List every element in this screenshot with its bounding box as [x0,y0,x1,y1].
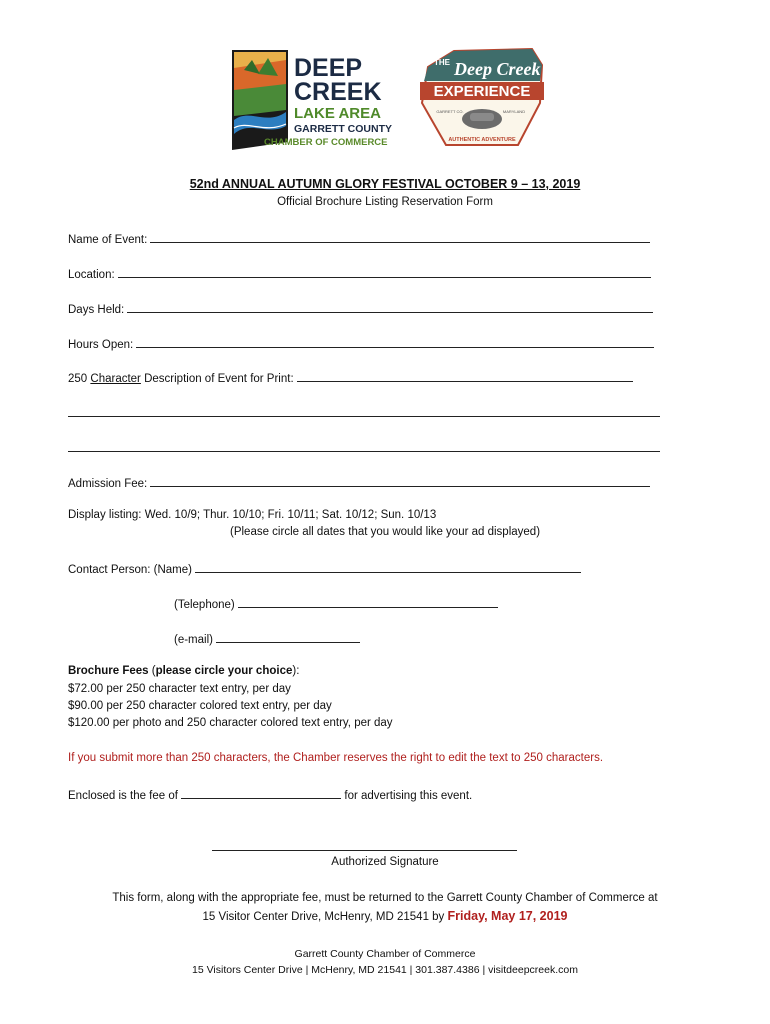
name-of-event-row [68,231,650,246]
admission-fee-row [68,475,650,490]
footer-org: Garrett County Chamber of Commerce [294,948,476,960]
return-address: 15 Visitor Center Drive, McHenry, MD 21541 by [202,911,445,923]
location-row [68,266,651,281]
contact-name-field[interactable] [195,561,581,573]
fee-option-3[interactable]: $120.00 per photo and 250 character colored text entry, per day [68,717,393,729]
form-title: 52nd ANNUAL AUTUMN GLORY FESTIVAL OCTOBER 9 – 13, 2019 [189,177,581,191]
contact-telephone-label: (Telephone) [174,599,235,611]
contact-name-row [68,561,581,576]
description-continuation-row-1 [68,405,660,420]
description-field-line-2[interactable] [68,405,660,417]
location-label: Location: [68,269,115,281]
brochure-fees-label: Brochure Fees [68,665,149,677]
description-label-character: Character [90,373,141,385]
logo-lake-area-text: LAKE AREA [294,105,381,122]
admission-fee-field[interactable] [150,475,650,487]
fee-option-2[interactable]: $90.00 per 250 character colored text entry, per day [68,700,332,712]
contact-email-row [174,631,360,646]
form-subtitle: Official Brochure Listing Reservation Form [277,196,493,208]
logo-garrett-county-text: GARRETT COUNTY [294,123,392,135]
return-deadline: Friday, May 17, 2019 [447,909,568,923]
enclosed-fee-row [68,787,472,802]
brochure-fees-heading [68,665,299,677]
signature-label: Authorized Signature [331,856,439,868]
return-instructions-line-1: This form, along with the appropriate fee, must be returned to the Garrett County Chamber of Commerce at [112,892,658,904]
brochure-fees-paren-open: ( [148,665,156,677]
brochure-fees-choice: please circle your choice [155,665,293,677]
hours-open-row [68,336,654,351]
logo-experience-text: EXPERIENCE [433,83,531,100]
logo-left-badge: GARRETT CO. [436,109,464,114]
location-field[interactable] [118,266,651,278]
character-limit-notice: If you submit more than 250 characters, the Chamber reserves the right to edit the text to 250 characters. [68,752,604,764]
admission-fee-label: Admission Fee: [68,478,148,490]
contact-telephone-row [174,596,498,611]
description-field-line-3[interactable] [68,440,660,452]
contact-email-field[interactable] [216,631,360,643]
contact-email-label: (e-mail) [174,634,213,646]
description-field-line-1[interactable] [297,370,633,382]
display-listing-dates[interactable]: Display listing: Wed. 10/9; Thur. 10/10; Fri. 10/11; Sat. 10/12; Sun. 10/13 [68,509,437,521]
signature-line[interactable] [212,850,517,851]
hours-open-field[interactable] [136,336,654,348]
hours-open-label: Hours Open: [68,339,134,351]
days-held-label: Days Held: [68,304,125,316]
display-listing-note: (Please circle all dates that you would like your ad displayed) [230,526,541,538]
name-of-event-label: Name of Event: [68,234,148,246]
name-of-event-field[interactable] [150,231,650,243]
brochure-fees-paren-close: ): [292,665,300,677]
logo-creek-text: CREEK [294,78,382,106]
logo-chamber-text: CHAMBER OF COMMERCE [264,137,388,148]
deep-creek-lake-area-logo [228,50,396,152]
description-continuation-row-2 [68,440,660,455]
days-held-field[interactable] [127,301,653,313]
contact-name-label: Contact Person: (Name) [68,564,192,576]
logo-deep-text: DEEP [294,54,363,82]
enclosed-fee-prefix: Enclosed is the fee of [68,790,178,802]
description-label-prefix: 250 [68,373,91,385]
footer-address: 15 Visitors Center Drive | McHenry, MD 21541 | 301.387.4386 | visitdeepcreek.com [192,964,578,976]
contact-telephone-field[interactable] [238,596,498,608]
description-row [68,370,633,385]
enclosed-fee-field[interactable] [181,787,341,799]
return-instructions-line-2 [0,909,770,923]
description-label-suffix: Description of Event for Print: [140,373,294,385]
fee-option-1[interactable]: $72.00 per 250 character text entry, per day [68,683,291,695]
enclosed-fee-suffix: for advertising this event. [344,790,473,802]
logo-authentic-adventure: AUTHENTIC ADVENTURE [448,137,516,143]
logo-the-text: THE [434,58,450,67]
logo-right-badge: MARYLAND [502,109,526,114]
days-held-row [68,301,653,316]
deep-creek-experience-logo [414,45,550,149]
logo-deep-creek-script: Deep Creek [454,59,541,79]
